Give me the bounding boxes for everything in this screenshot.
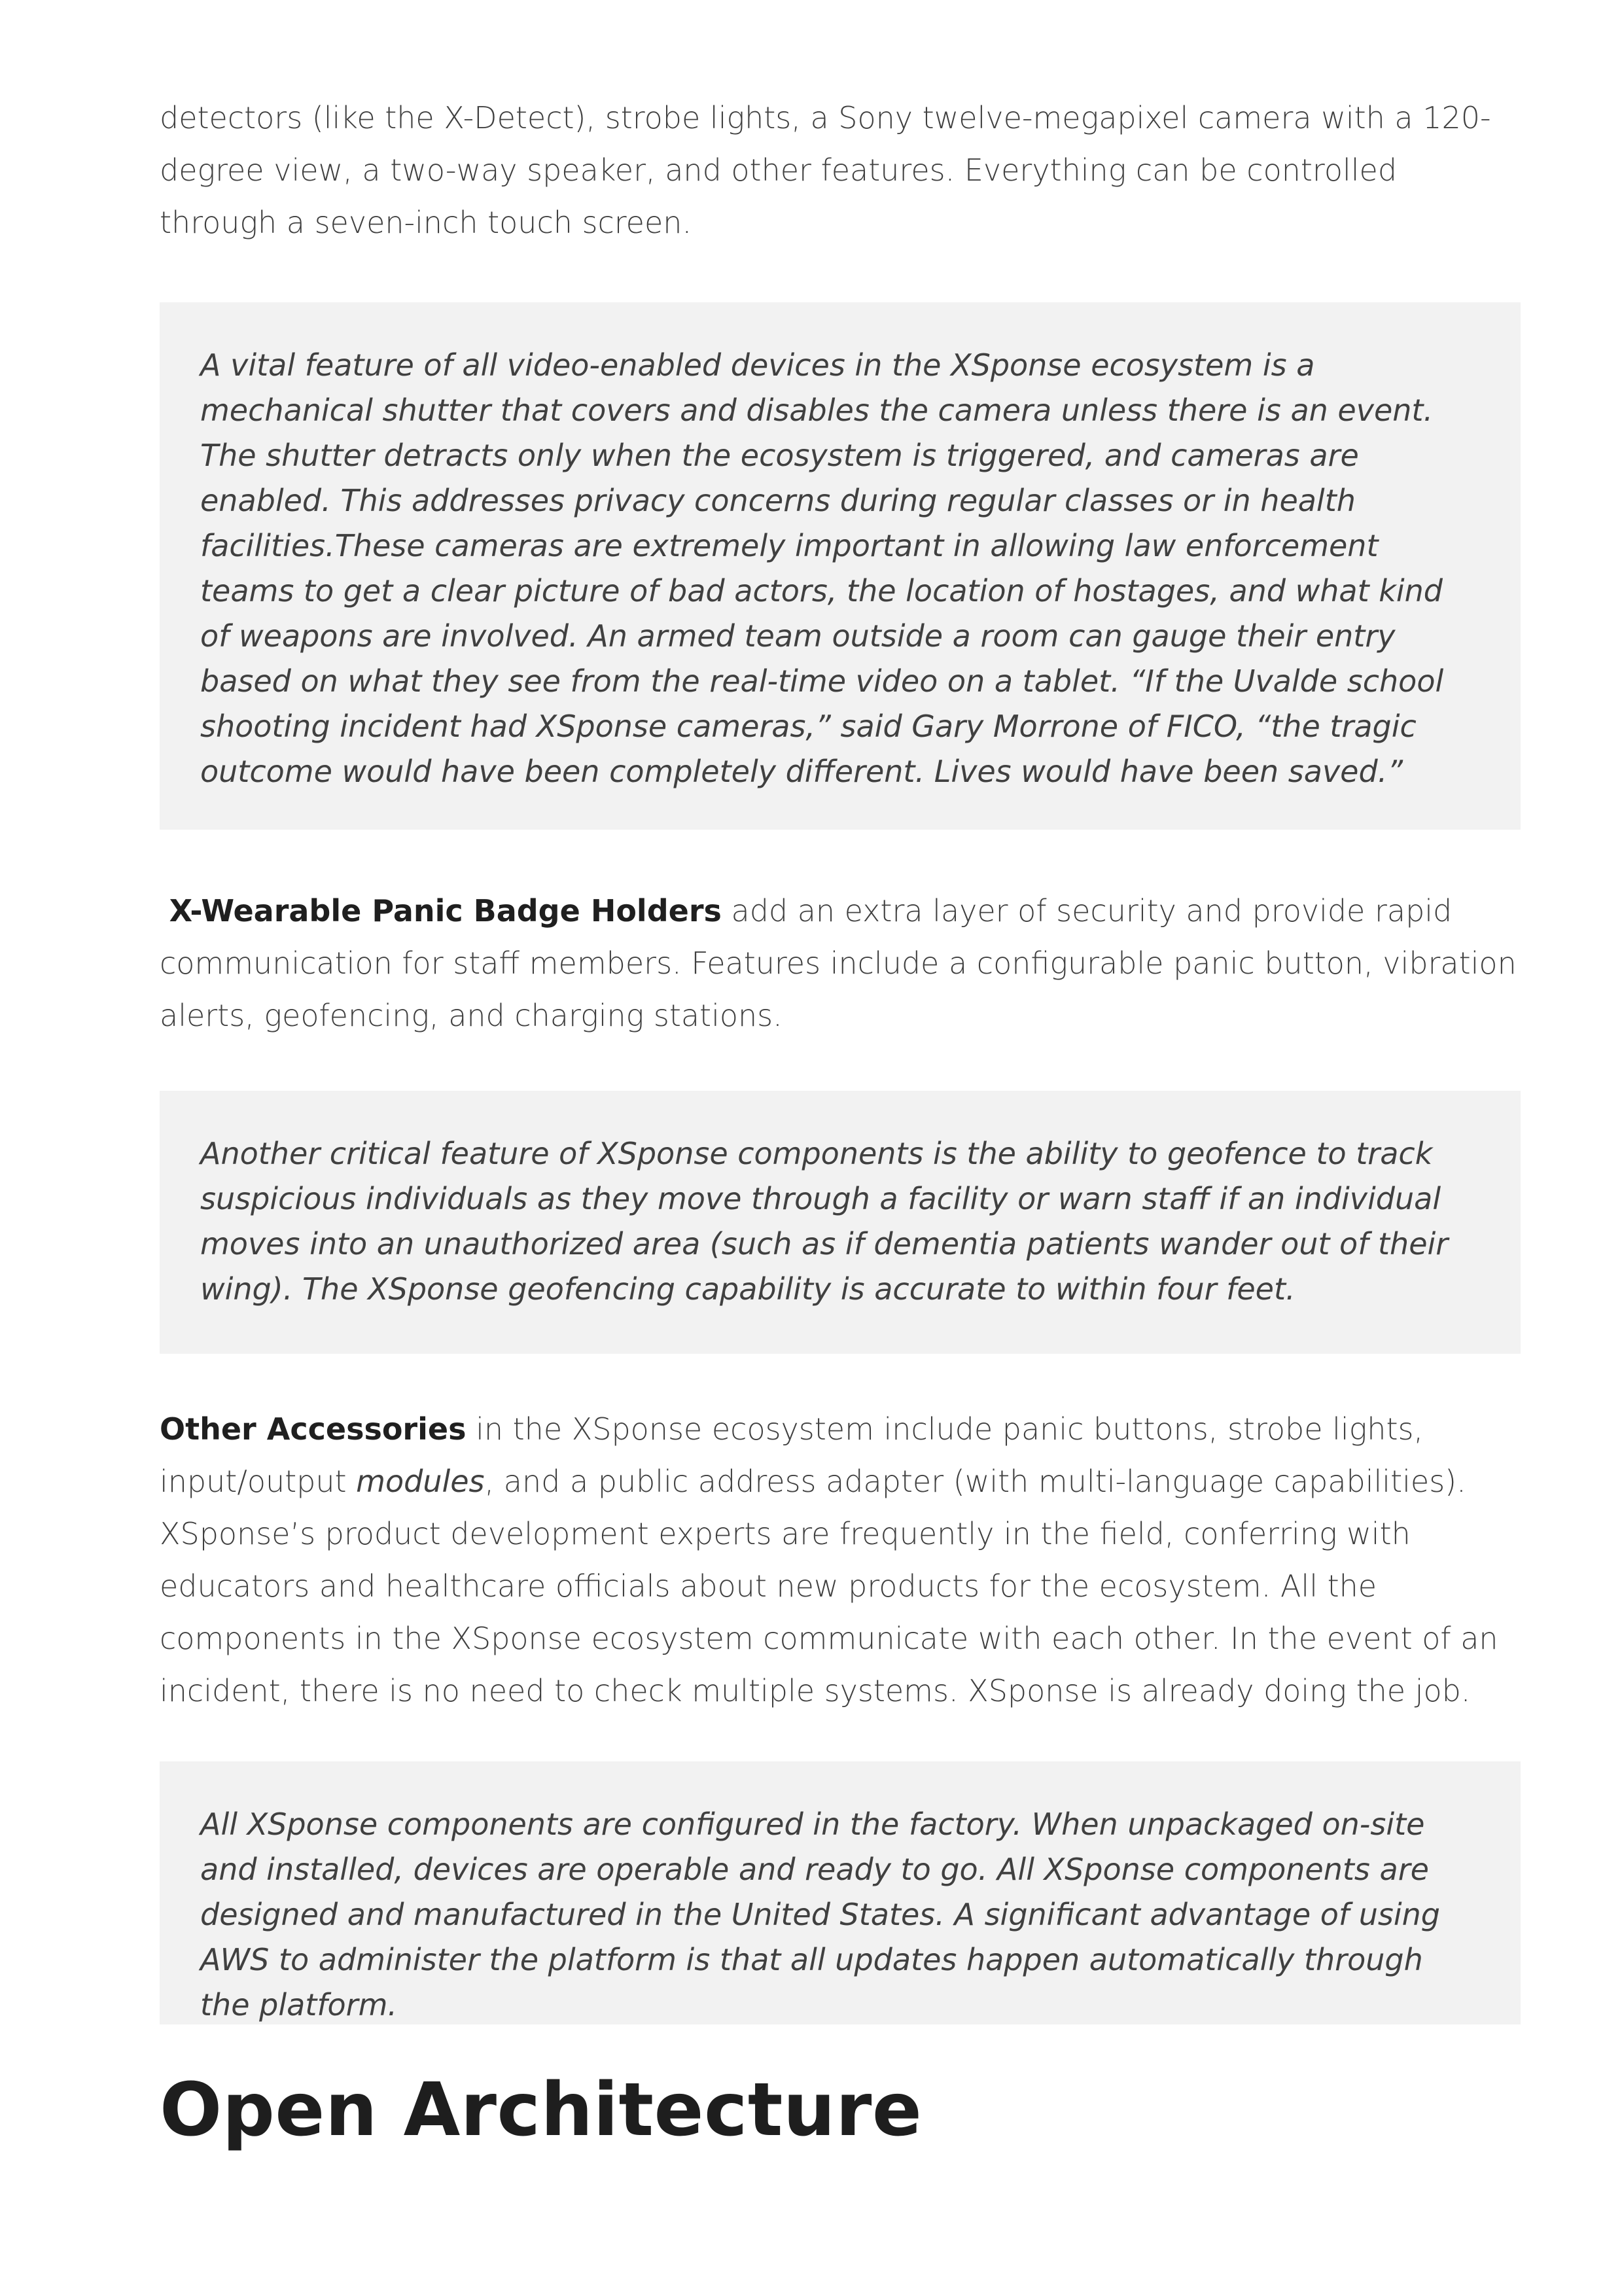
accessories-term: Other Accessories (160, 1411, 467, 1447)
callout-geofence-text: Another critical feature of XSponse components is the ability to geofence to track suspicious individuals as they move through a facility or warn staff if an individual moves into an unauthorized area (such as if dementia patients wander out of their wing). The XSponse geofencing capability is accurate to within four feet. (200, 1136, 1449, 1307)
callout-camera-shutter-text: A vital feature of all video-enabled devices in the XSponse ecosystem is a mechanical shutter that covers and disables the camera unless there is an event. The shutter detracts only when the ecosystem is triggered, and cameras are enabled. This addresses privacy concerns during regular classes or in health facilities.These cameras are extremely important in allowing law enforcement teams to get a clear picture of bad actors, the location of hostages, and what kind of weapons are involved. An armed team outside a room can gauge their entry based on what they see from the real-time video on a tablet. “If the Uvalde school shooting incident had XSponse cameras,” said Gary Morrone of FICO, “the tragic outcome would have been completely different. Lives would have been saved.” (200, 347, 1444, 789)
wearable-paragraph-block (160, 885, 1521, 1042)
wearable-description: add an extra layer of security and provide rapid communication for staff members. Features include a configurable panic button, vibration alerts, geofencing, and charging stations. (160, 893, 1517, 1033)
wearable-term: X-Wearable Panic Badge Holders (169, 893, 722, 928)
intro-paragraph: detectors (like the X-Detect), strobe lights, a Sony twelve-megapixel camera with a 120-degree view, a two-way speaker, and other features. Everything can be controlled through a seven-inch touch screen. (160, 100, 1491, 240)
callout-camera-shutter (160, 302, 1521, 830)
accessories-text-1: in the XSponse ecosystem include panic buttons, strobe lights, input/output (160, 1411, 1424, 1499)
intro-paragraph-block (160, 92, 1521, 249)
accessories-paragraph (160, 1403, 1521, 1717)
section-heading: Open Architecture (160, 2068, 923, 2153)
accessories-paragraph-block (160, 1403, 1521, 1717)
callout-geofence (160, 1091, 1521, 1354)
accessories-italic-term: modules (356, 1464, 485, 1499)
section-heading-block (160, 2068, 1521, 2153)
callout-factory-config (160, 1761, 1521, 2024)
accessories-text-2: , and a public address adapter (with multi-language capabilities). XSponse’s product development experts are frequently in the field, conferring with educators and healthcare officials about new products for the ecosystem. All the components in the XSponse ecosystem communicate with each other. In the event of an incident, there is no need to check multiple systems. XSponse is already doing the job. (160, 1464, 1498, 1708)
callout-factory-config-text: All XSponse components are configured in the factory. When unpackaged on-site and installed, devices are operable and ready to go. All XSponse components are designed and manufactured in the United States. A significant advantage of using AWS to administer the platform is that all updates happen automatically through the platform. (200, 1807, 1440, 2022)
wearable-paragraph (160, 885, 1521, 1042)
